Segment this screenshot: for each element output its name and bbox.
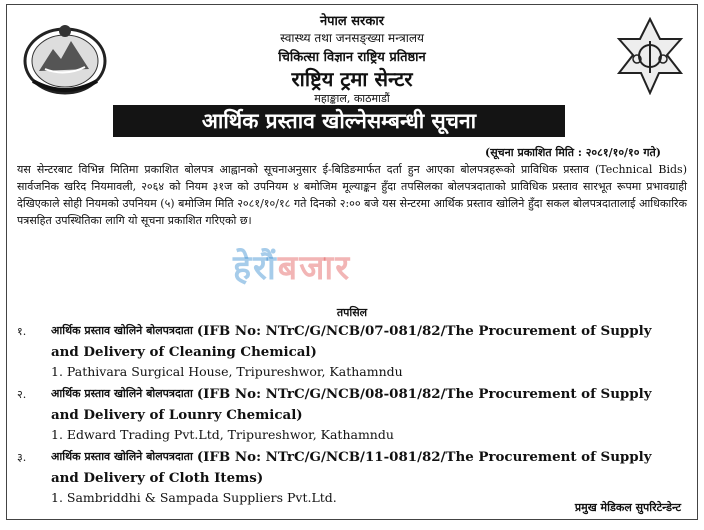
- item-ifb: (IFB No: NTrC/G/NCB/11-081/82/The Procurement of Supply: [196, 449, 652, 465]
- academy-title: चिकित्सा विज्ञान राष्ट्रिय प्रतिष्ठान: [278, 50, 426, 65]
- government-title: नेपाल सरकार: [319, 14, 385, 29]
- item-number: १.: [17, 325, 27, 338]
- watermark-part-2: बजार: [277, 248, 352, 288]
- watermark-part-1: हेरौं: [233, 248, 278, 288]
- item-ifb: (IFB No: NTrC/G/NCB/08-081/82/The Procurement of Supply: [196, 386, 652, 402]
- item-continuation: and Delivery of Cleaning Chemical): [51, 344, 317, 360]
- bid-item: [17, 384, 687, 445]
- notice-title: आर्थिक प्रस्ताव खोल्नेसम्बन्धी सूचना: [113, 105, 565, 137]
- item-lead: आर्थिक प्रस्ताव खोलिने बोलपत्रदाता: [51, 324, 193, 337]
- signature: प्रमुख मेडिकल सुपरिटेन्डेन्ट: [574, 501, 681, 514]
- ministry-title: स्वास्थ्य तथा जनसङ्ख्या मन्त्रालय: [280, 31, 424, 45]
- item-supplier: 1. Sambriddhi & Sampada Suppliers Pvt.Ltd.: [51, 490, 337, 505]
- item-number: २.: [17, 388, 27, 401]
- notice-body: यस सेन्टरबाट विभिन्न मितिमा प्रकाशित बोलपत्र आह्वानको सूचनाअनुसार ई-बिडिङमार्फत दर्ता हुन आएका बोलपत्रहरूको प्राविधिक प्रस्ताव (Technical Bids) सार्वजनिक खरिद नियमावली, २०६४ को नियम ३१ज को उपनियम ४ बमोजिम मूल्याङ्कन हुँदा तपसिलका बोलपत्रदाताको प्राविधिक प्रस्ताव सारभूत रूपमा प्रभावग्राही देखिएकाले सोही नियमको उपनियम (५) बमोजिम मिति २०८१/१०/१८ गते दिनको २:०० बजे यस सेन्टरमा आर्थिक प्रस्ताव खोलिने हुँदा सकल बोलपत्रदातालाई आधिकारिक पत्रसहित उपस्थितिका लागि यो सूचना प्रकाशित गरिएको छ।: [17, 163, 687, 227]
- center-title: राष्ट्रिय ट्रमा सेन्टर: [291, 67, 413, 91]
- address: महाङ्काल, काठमाडौं: [314, 92, 390, 105]
- bid-item: [17, 447, 687, 508]
- item-ifb: (IFB No: NTrC/G/NCB/07-081/82/The Procurement of Supply: [196, 323, 652, 339]
- bid-item: [17, 321, 687, 382]
- item-supplier: 1. Edward Trading Pvt.Ltd, Tripureshwor, Kathamndu: [51, 427, 394, 442]
- item-number: ३.: [17, 451, 27, 464]
- notice-page: [6, 4, 698, 520]
- item-lead: आर्थिक प्रस्ताव खोलिने बोलपत्रदाता: [51, 387, 193, 400]
- published-date: (सूचना प्रकाशित मिति : २०८१/१०/१० गते): [485, 146, 661, 159]
- item-continuation: and Delivery of Lounry Chemical): [51, 407, 303, 423]
- bid-list: [17, 321, 687, 510]
- schedule-heading: तपसिल: [336, 306, 368, 319]
- watermark: [233, 243, 351, 289]
- item-lead: आर्थिक प्रस्ताव खोलिने बोलपत्रदाता: [51, 450, 193, 463]
- item-supplier: 1. Pathivara Surgical House, Tripureshwor, Kathamndu: [51, 364, 403, 379]
- item-continuation: and Delivery of Cloth Items): [51, 470, 264, 486]
